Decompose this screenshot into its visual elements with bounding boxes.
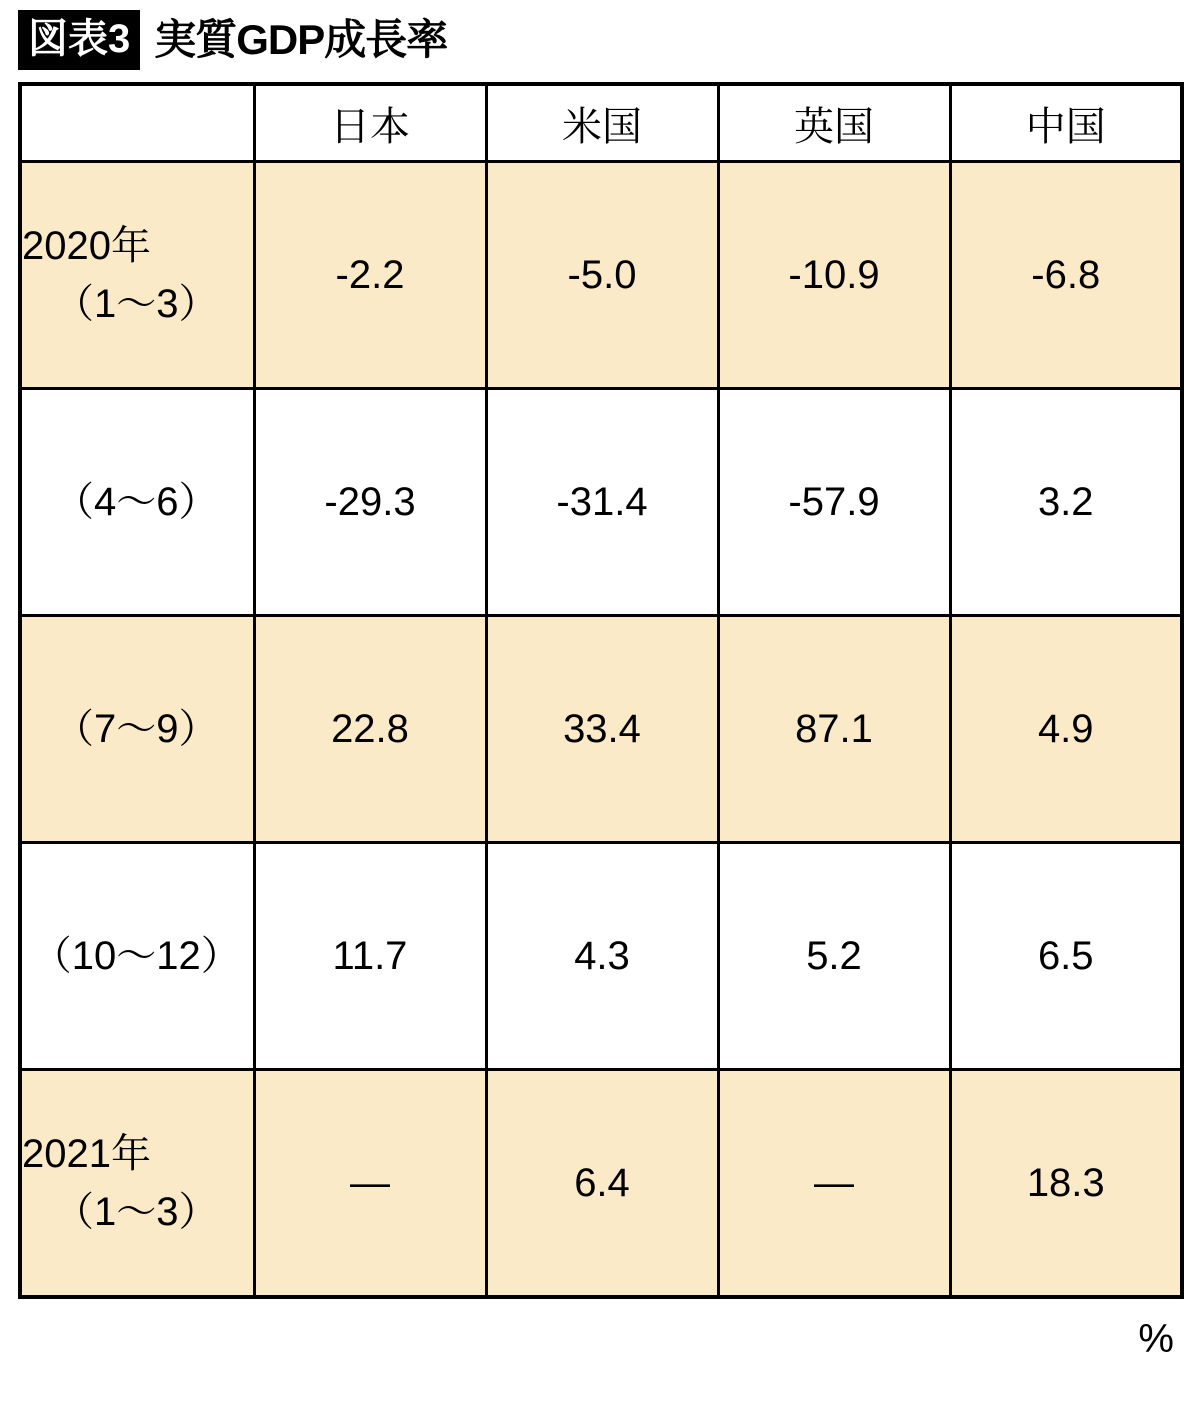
- cell-japan: ―: [254, 1070, 486, 1298]
- gdp-growth-table: [18, 82, 1184, 1299]
- table-row: [20, 616, 1182, 843]
- row-label-quarter: （1〜3）: [54, 1190, 219, 1234]
- table-head: [20, 84, 1182, 162]
- column-header-uk: 英国: [718, 84, 950, 162]
- cell-uk: 87.1: [718, 616, 950, 843]
- row-label-2021-q1: [20, 1070, 254, 1298]
- cell-japan: -29.3: [254, 389, 486, 616]
- table-body: [20, 162, 1182, 1298]
- row-label-quarter: （7〜9）: [54, 707, 219, 751]
- table-row: [20, 162, 1182, 389]
- cell-uk: -10.9: [718, 162, 950, 389]
- cell-uk: 5.2: [718, 843, 950, 1070]
- table-header-row: [20, 84, 1182, 162]
- row-label-quarter: （4〜6）: [54, 480, 219, 524]
- column-header-blank: [20, 84, 254, 162]
- table-row: [20, 1070, 1182, 1298]
- column-header-china: 中国: [950, 84, 1182, 162]
- figure-header: [0, 0, 1200, 82]
- row-label-2020-q2: [20, 389, 254, 616]
- cell-japan: 11.7: [254, 843, 486, 1070]
- column-header-usa: 米国: [486, 84, 718, 162]
- page-title: 実質GDP成長率: [154, 16, 448, 63]
- row-label-year: 2021年: [22, 1132, 151, 1176]
- row-label-quarter: （10〜12）: [31, 934, 241, 978]
- column-header-japan: 日本: [254, 84, 486, 162]
- cell-uk: ―: [718, 1070, 950, 1298]
- cell-japan: -2.2: [254, 162, 486, 389]
- row-label-2020-q1: [20, 162, 254, 389]
- cell-japan: 22.8: [254, 616, 486, 843]
- row-label-year: 2020年: [22, 224, 151, 268]
- cell-china: 18.3: [950, 1070, 1182, 1298]
- cell-china: 3.2: [950, 389, 1182, 616]
- cell-usa: 33.4: [486, 616, 718, 843]
- table-row: [20, 389, 1182, 616]
- row-label-2020-q4: [20, 843, 254, 1070]
- cell-usa: -31.4: [486, 389, 718, 616]
- cell-usa: 4.3: [486, 843, 718, 1070]
- cell-usa: -5.0: [486, 162, 718, 389]
- unit-label-row: [0, 1299, 1200, 1362]
- unit-label: %: [1138, 1317, 1174, 1361]
- figure-number-badge: 図表3: [18, 10, 140, 70]
- cell-uk: -57.9: [718, 389, 950, 616]
- row-label-2020-q3: [20, 616, 254, 843]
- row-label-quarter: （1〜3）: [54, 282, 219, 326]
- cell-china: 4.9: [950, 616, 1182, 843]
- cell-usa: 6.4: [486, 1070, 718, 1298]
- table-wrapper: [0, 82, 1200, 1299]
- table-row: [20, 843, 1182, 1070]
- cell-china: -6.8: [950, 162, 1182, 389]
- cell-china: 6.5: [950, 843, 1182, 1070]
